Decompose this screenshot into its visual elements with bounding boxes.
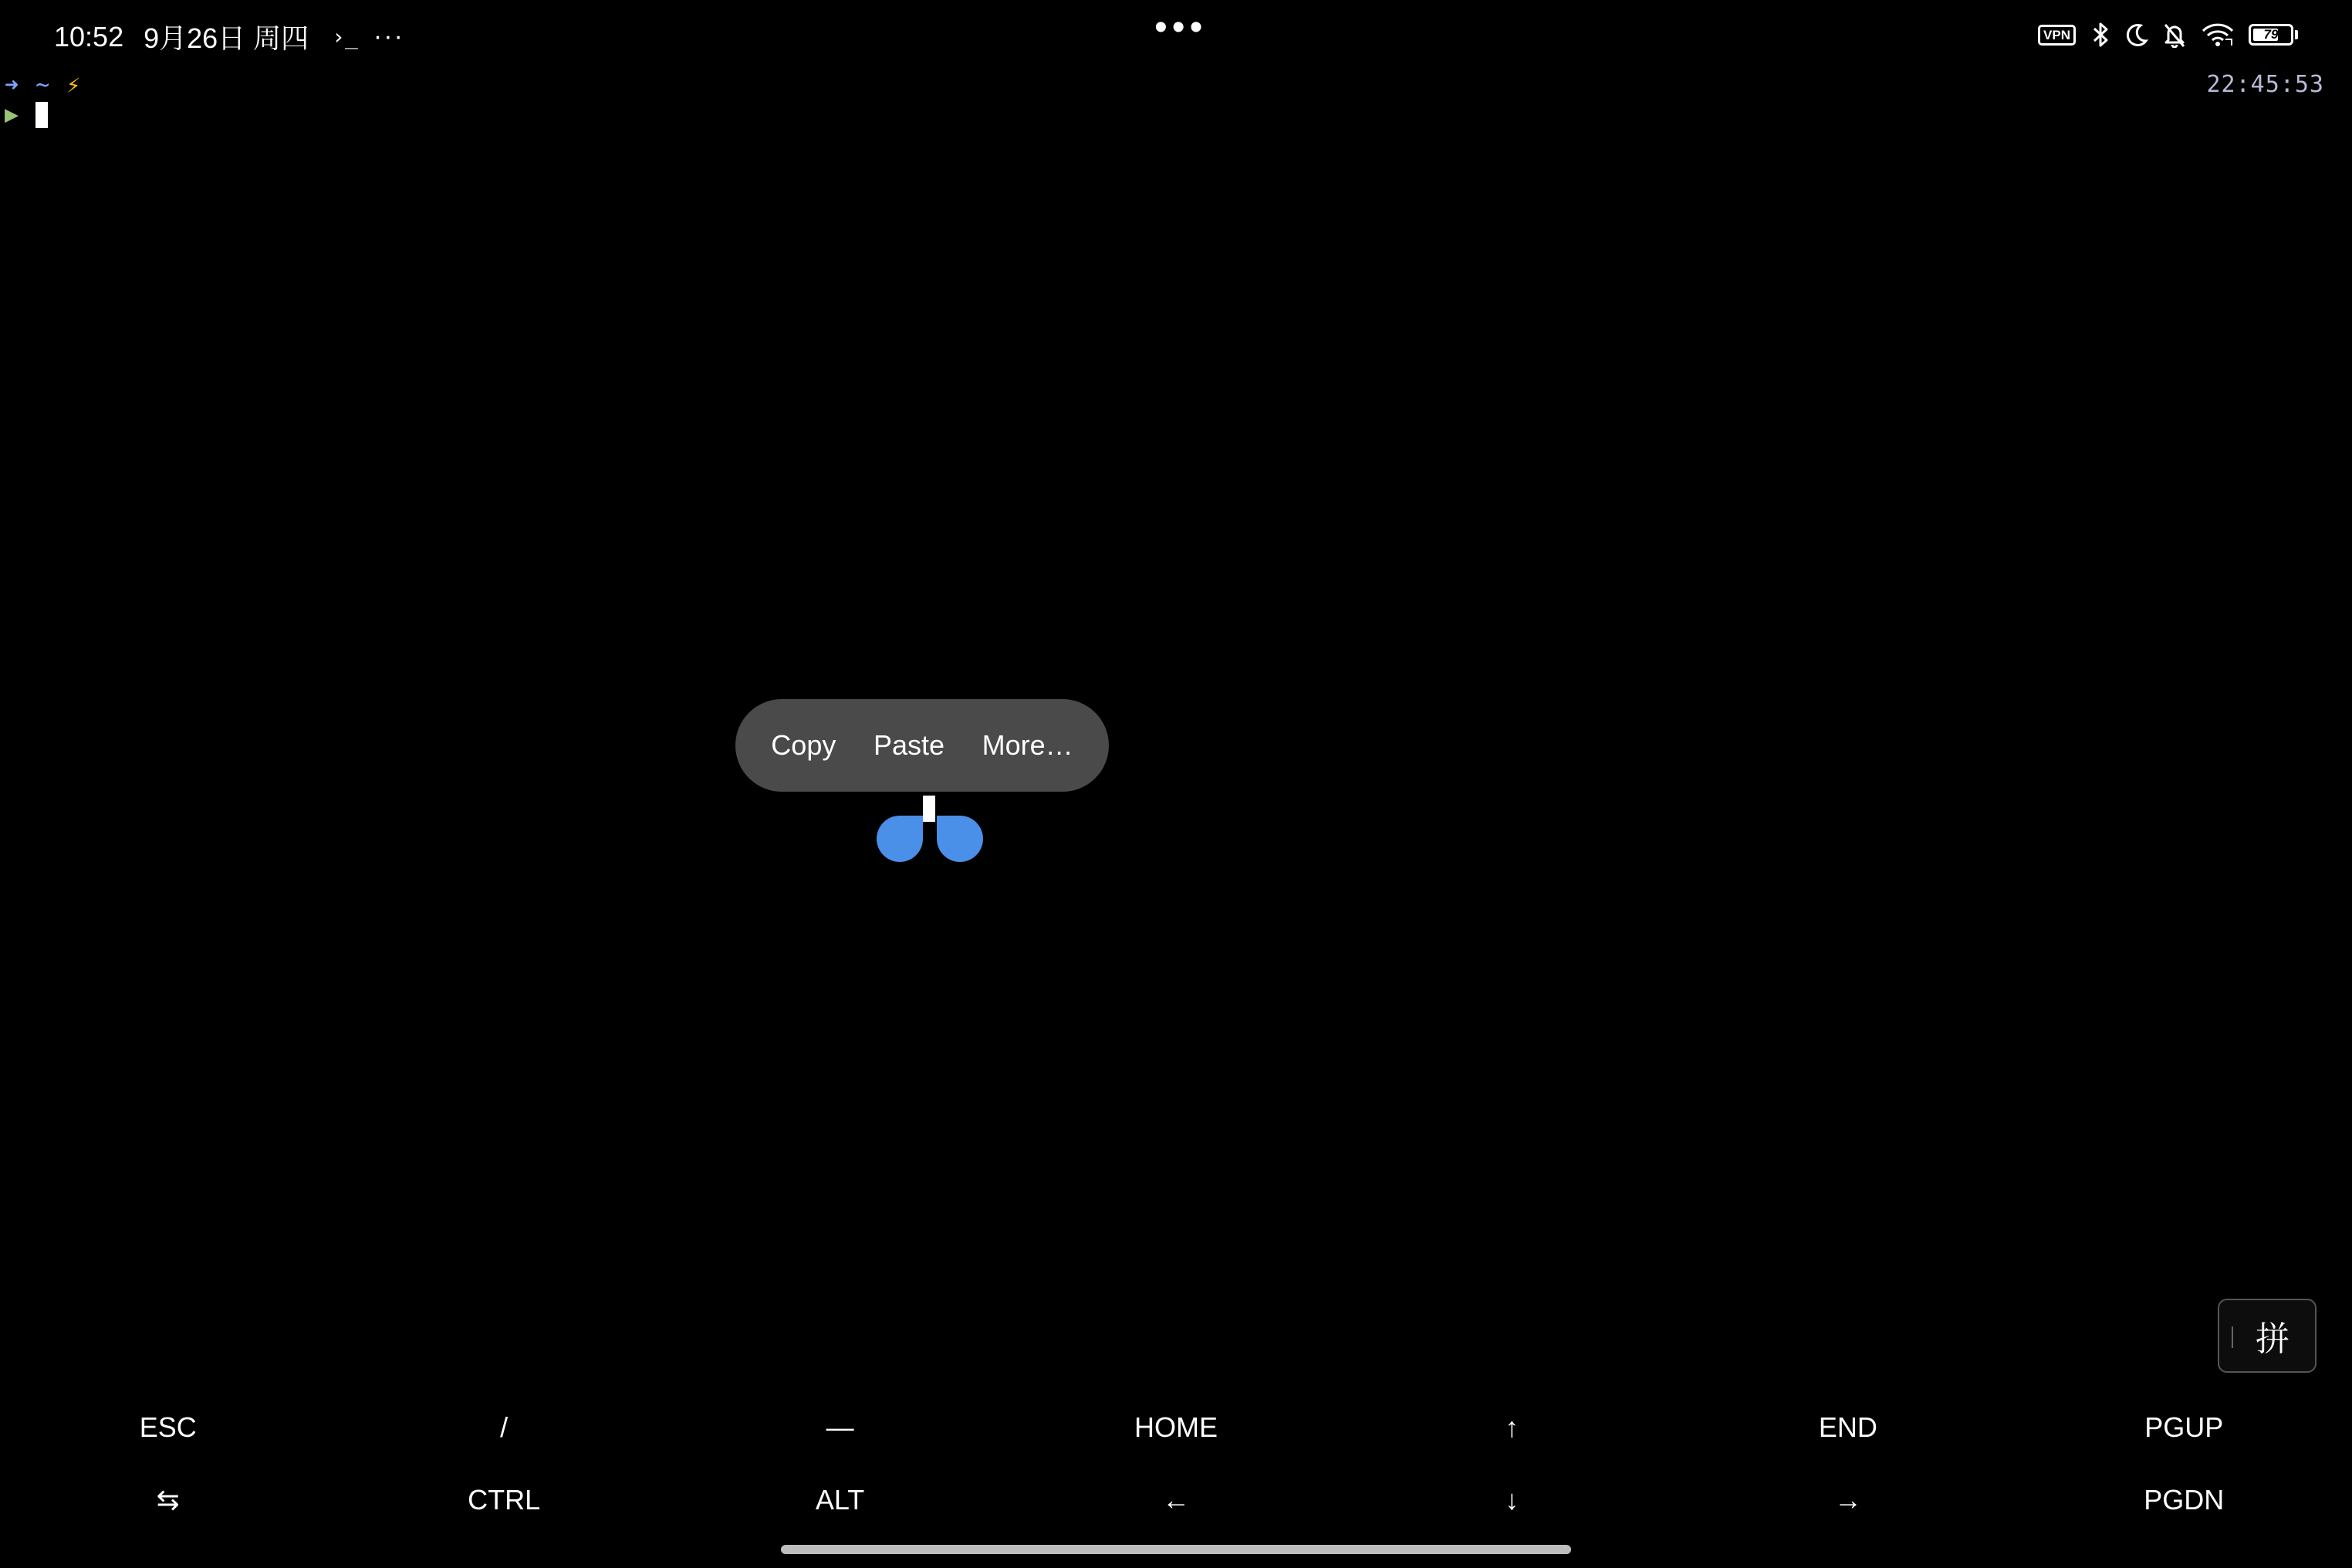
vpn-icon: VPN (2038, 25, 2076, 46)
battery-icon (2249, 24, 2293, 46)
bluetooth-icon (2090, 22, 2111, 48)
prompt-clock: 22:45:53 (2206, 71, 2324, 98)
ime-divider (2232, 1326, 2233, 1348)
prompt-arrow-icon: ➜ (5, 72, 19, 99)
paste-menu-item[interactable]: Paste (873, 729, 945, 761)
terminal-cursor (35, 102, 48, 128)
left-arrow-key[interactable]: ← (1161, 1484, 1190, 1516)
pgdn-key[interactable]: PGDN (2144, 1484, 2225, 1516)
pinyin-icon: 拼 (2256, 1320, 2289, 1359)
copy-menu-item[interactable]: Copy (771, 729, 836, 761)
slash-key[interactable]: / (500, 1411, 509, 1443)
more-menu-item[interactable]: More… (982, 729, 1073, 761)
selection-handle-start[interactable] (877, 816, 923, 862)
selected-cell (923, 796, 935, 822)
extra-keys-row-1 (0, 1403, 2352, 1452)
status-time: 10:52 (54, 20, 124, 52)
lightning-icon: ⚡ (66, 72, 81, 99)
alt-key[interactable]: ALT (815, 1484, 865, 1516)
extra-keys-row-2 (0, 1475, 2352, 1525)
input-line[interactable] (5, 100, 80, 130)
battery-tip (2295, 30, 2298, 39)
window-menu-dots-icon[interactable]: ••• (1154, 7, 1208, 48)
down-arrow-key[interactable]: ↓ (1505, 1484, 1519, 1516)
selection-context-menu (735, 699, 1109, 792)
ime-pinyin-button[interactable] (2218, 1299, 2317, 1373)
silent-bell-icon (2162, 22, 2187, 48)
do-not-disturb-moon-icon (2125, 22, 2148, 47)
pgup-key[interactable]: PGUP (2144, 1411, 2224, 1443)
home-key[interactable]: HOME (1134, 1411, 1218, 1443)
prompt-line (5, 71, 80, 100)
prompt-caret-icon: ▶ (5, 101, 19, 128)
right-arrow-key[interactable]: → (1833, 1484, 1862, 1516)
more-notifications-icon: ··· (373, 22, 404, 51)
ctrl-key[interactable]: CTRL (468, 1484, 541, 1516)
selection-handle-end[interactable] (937, 816, 983, 862)
up-arrow-key[interactable]: ↑ (1505, 1411, 1519, 1443)
status-bar-left (54, 17, 404, 56)
tab-key[interactable]: ⇆ (156, 1484, 180, 1516)
wifi-icon (2201, 22, 2235, 47)
prompt-directory: ~ (35, 72, 50, 99)
home-indicator[interactable] (781, 1545, 1571, 1554)
battery-level: 79 (2263, 27, 2279, 42)
end-key[interactable]: END (1818, 1411, 1877, 1443)
terminal-notification-icon: ›_ (332, 24, 358, 49)
esc-key[interactable]: ESC (139, 1411, 197, 1443)
status-bar-right (2038, 22, 2298, 48)
terminal-output[interactable] (5, 71, 80, 130)
dash-key[interactable]: — (826, 1411, 854, 1443)
status-date: 9月26日 周四 (144, 22, 309, 54)
